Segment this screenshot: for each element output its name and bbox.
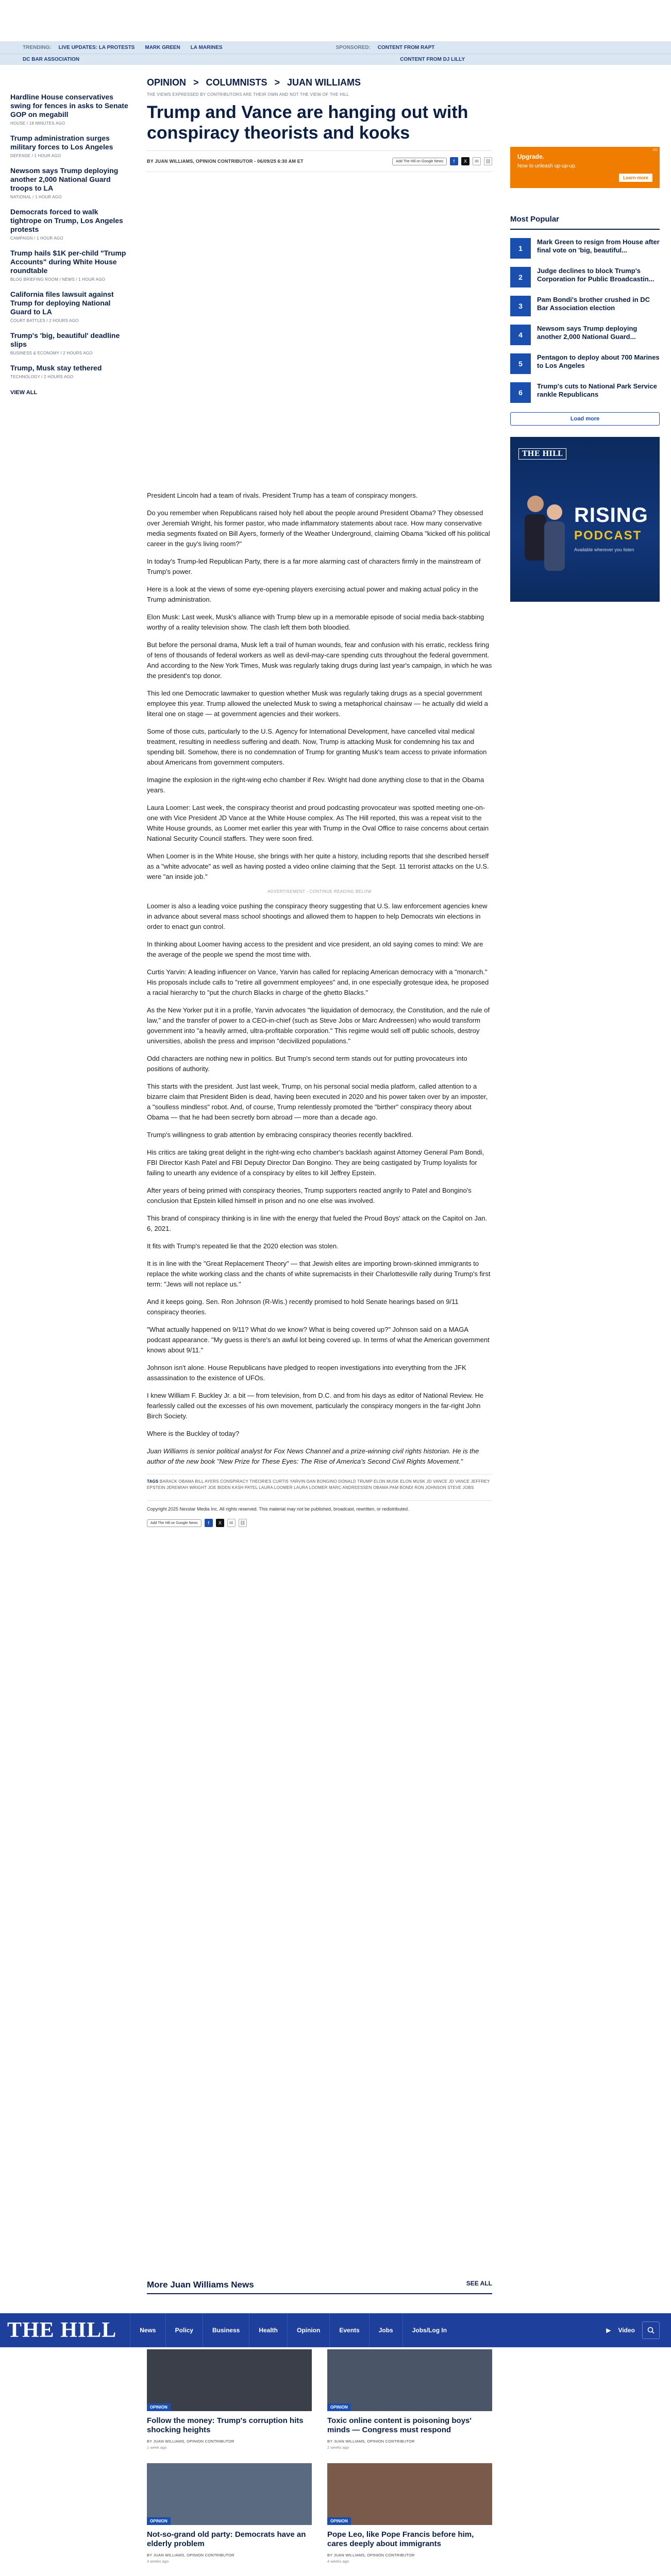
nav-right: [606, 2321, 660, 2339]
card-image[interactable]: [327, 2349, 492, 2411]
latest-story-title[interactable]: California files lawsuit against Trump for deploying National Guard to LA: [10, 290, 114, 316]
latest-story-meta: DEFENSE / 1 HOUR AGO: [10, 154, 61, 158]
breadcrumb-separator: >: [274, 77, 280, 88]
the-hill-logo: THE HILL: [518, 448, 566, 460]
card-time: 3 weeks ago: [147, 2559, 169, 2564]
paragraph: Elon Musk: Last week, Musk's alliance with Trump blew up in a memorable episode of social media back-stabbing worthy of a reality television show. The clash left them both bloodied.: [147, 613, 484, 631]
nav-item-business[interactable]: Business: [203, 2313, 249, 2347]
nav-item-policy[interactable]: Policy: [165, 2313, 203, 2347]
paragraph: Here is a look at the views of some eye-opening players exercising actual power and making actual policy in the Trump administration.: [147, 585, 479, 603]
nav-item-jobs[interactable]: Jobs: [369, 2313, 402, 2347]
most-popular-item[interactable]: [510, 267, 660, 287]
tags-list: [147, 1474, 492, 1491]
latest-story-meta: HOUSE / 18 MINUTES AGO: [10, 121, 65, 126]
paragraph: Laura Loomer: Last week, the conspiracy theorist and proud podcasting provocateur was spotted meeting one-on-one with Vice President JD Vance at the White House complex. As The Hill reported, this was a repeat visit to the White House grounds, as Loomer met earlier this year with Trump in the Oval Office to raise concerns about certain National Security Council staffers. They were soon fired.: [147, 804, 489, 842]
nav-item-events[interactable]: Events: [329, 2313, 368, 2347]
card-byline: BY JUAN WILLIAMS, OPINION CONTRIBUTOR: [147, 2439, 234, 2444]
latest-story[interactable]: [10, 364, 129, 379]
google-news-badge[interactable]: Add The Hill on Google News: [147, 1519, 202, 1527]
breadcrumb-columnists[interactable]: COLUMNISTS: [206, 77, 267, 88]
link-icon[interactable]: ⛓: [239, 1519, 247, 1527]
breadcrumb-separator: >: [193, 77, 199, 88]
paragraph: Imagine the explosion in the right-wing echo chamber if Rev. Wright had done anything close to that in the Obama years.: [147, 776, 484, 794]
paragraph: This starts with the president. Just last week, Trump, on his personal social media platform, called attention to a bizarre claim that President Biden is dead, having been executed in 2020 and his power taken over by an imposter, a "soulless mindless" robot. And, of course, Trump relentlessly promoted the "birther" conspiracy theory about Obama — that he had been secretly born abroad — more than a decade ago.: [147, 1082, 488, 1121]
card-tag: OPINION: [147, 2517, 171, 2525]
card-byline: BY JUAN WILLIAMS, OPINION CONTRIBUTOR: [327, 2553, 415, 2557]
more-from-section: [147, 2280, 492, 2290]
latest-story-meta: BUSINESS & ECONOMY / 2 HOURS AGO: [10, 351, 93, 355]
paragraph: His critics are taking great delight in the right-wing echo chamber's backlash against Attorney General Pam Bondi, FBI Director Kash Patel and FBI Deputy Director Dan Bongino. They are being castigated by Trump loyalists for failing to unearth any evidence of a conspiracy by elites to kill Jeffrey Epstein.: [147, 1148, 484, 1177]
most-popular-title-text[interactable]: Pam Bondi's brother crushed in DC Bar Association election: [537, 296, 650, 312]
email-icon[interactable]: ✉: [473, 157, 481, 165]
paragraph: Loomer is also a leading voice pushing the conspiracy theory suggesting that U.S. law enforcement agencies knew in advance about several mass school shootings and allowed them to happen to help Democrats win elections in order to enact gun control.: [147, 902, 488, 930]
copyright-notice: Copyright 2025 Nexstar Media Inc. All rights reserved. This material may not be published, broadcast, rewritten, or redistributed.: [147, 1500, 492, 1513]
paragraph: Odd characters are nothing new in politics. But Trump's second term stands out for putting provocateurs into positions of authority.: [147, 1055, 467, 1073]
rank-badge: 1: [510, 238, 531, 259]
nav-item-opinion[interactable]: Opinion: [287, 2313, 329, 2347]
latest-story-title[interactable]: Trump administration surges military forces to Los Angeles: [10, 134, 113, 151]
breadcrumb: [147, 77, 492, 88]
byline: BY JUAN WILLIAMS, OPINION CONTRIBUTOR - 06/09/25 6:30 AM ET: [147, 159, 304, 164]
card-image[interactable]: [147, 2349, 312, 2411]
card-title[interactable]: Follow the money: Trump's corruption hits shocking heights: [147, 2416, 304, 2434]
ad-subline: Now to unleash up-up-up.: [517, 163, 577, 169]
card-image[interactable]: [147, 2463, 312, 2525]
ad-headline: Upgrade.: [517, 153, 545, 160]
latest-story[interactable]: [10, 93, 129, 126]
opinion-disclaimer: THE VIEWS EXPRESSED BY CONTRIBUTORS ARE THEIR OWN AND NOT THE VIEW OF THE HILL: [147, 92, 349, 97]
latest-story-meta: CAMPAIGN / 1 HOUR AGO: [10, 236, 63, 241]
search-button[interactable]: [642, 2321, 660, 2339]
nav-item-health[interactable]: Health: [249, 2313, 287, 2347]
paragraph: After years of being primed with conspiracy theories, Trump supporters reacted angrily to Patel and Bongino's conclusion that Epstein killed himself in prison and no one else was involved.: [147, 1187, 472, 1205]
article-headline: Trump and Vance are hanging out with conspiracy theorists and kooks: [147, 103, 468, 143]
load-more-button[interactable]: Load more: [510, 412, 660, 426]
most-popular-title-text[interactable]: Trump's cuts to National Park Service rankle Republicans: [537, 382, 657, 398]
most-popular-title-text[interactable]: Mark Green to resign from House after final vote on 'big, beautiful...: [537, 238, 660, 254]
latest-story-meta: BLOG BRIEFING ROOM / NEWS / 1 HOUR AGO: [10, 277, 106, 282]
podcast-label: PODCAST: [574, 529, 642, 543]
email-icon[interactable]: ✉: [227, 1519, 236, 1527]
latest-story-title[interactable]: Trump's 'big, beautiful' deadline slips: [10, 331, 120, 348]
ad-button[interactable]: Learn more: [619, 174, 652, 182]
more-from-title: More Juan Williams News: [147, 2280, 254, 2290]
sidebar-ad[interactable]: [510, 147, 660, 188]
story-card[interactable]: [327, 2349, 492, 2450]
facebook-icon[interactable]: f: [450, 157, 458, 165]
trending-item[interactable]: LA MARINES: [190, 44, 223, 50]
card-tag: OPINION: [147, 2403, 171, 2411]
paragraph: Do you remember when Republicans raised holy hell about the people around President Obama? They obsessed over Jeremiah Wright, his former pastor, who made inflammatory statements about race. How many conservative media segments fixated on Bill Ayers, formerly of the Weather Underground, claiming Obama "kicked off his political career in the guy's living room?": [147, 509, 490, 548]
facebook-icon[interactable]: f: [205, 1519, 213, 1527]
hero-image-space: [147, 181, 492, 490]
paragraph: Johnson isn't alone. House Republicans have pledged to reopen investigations into everything from the JFK assassination to the existence of UFOs.: [147, 1364, 466, 1382]
card-title[interactable]: Toxic online content is poisoning boys' minds — Congress must respond: [327, 2416, 472, 2434]
card-title[interactable]: Pope Leo, like Pope Francis before him, cares deeply about immigrants: [327, 2530, 474, 2548]
story-card[interactable]: [147, 2349, 312, 2450]
latest-story-meta: COURT BATTLES / 2 HOURS AGO: [10, 318, 79, 323]
trending-label: TRENDING:: [23, 44, 52, 50]
card-byline: BY JUAN WILLIAMS, OPINION CONTRIBUTOR: [147, 2553, 234, 2557]
latest-story-title[interactable]: Hardline House conservatives swing for fences in asks to Senate GOP on megabill: [10, 93, 128, 118]
latest-story-title[interactable]: Trump hails $1K per-child "Trump Accounts" during White House roundtable: [10, 249, 126, 275]
most-popular-item[interactable]: [510, 238, 660, 259]
most-popular-item[interactable]: [510, 325, 660, 345]
podcast-promo[interactable]: [510, 437, 660, 602]
most-popular-item[interactable]: [510, 382, 660, 403]
tags-label: TAGS: [147, 1479, 159, 1484]
see-all-link[interactable]: SEE ALL: [466, 2280, 492, 2287]
right-rail: [510, 147, 660, 602]
share-bar-bottom: [147, 1519, 492, 1527]
paragraph: It is in line with the "Great Replacement Theory" — that Jewish elites are importing brown-skinned immigrants to replace the white working class and the chants of white supremacists in their Charlottesville rally during Trump's first term: "Jews will not replace us.": [147, 1260, 491, 1288]
card-image[interactable]: [327, 2463, 492, 2525]
sticky-nav: [0, 2313, 671, 2347]
nav-item-login[interactable]: Jobs/Log In: [402, 2313, 456, 2347]
paragraph: And it keeps going. Sen. Ron Johnson (R-Wis.) recently promised to hold Senate hearings based on 9/11 conspiracy theories.: [147, 1298, 459, 1316]
most-popular-title-text[interactable]: Pentagon to deploy about 700 Marines to Los Angeles: [537, 353, 660, 369]
paragraph: Where is the Buckley of today?: [147, 1430, 240, 1437]
paragraph: I knew William F. Buckley Jr. a bit — from television, from D.C. and from his days as editor of National Review. He fearlessly called out the excesses of his own movement, particularly the conspiracy mongers in the far-right John Birch Society.: [147, 1392, 484, 1420]
article: [147, 77, 492, 1527]
sponsored-label: SPONSORED:: [336, 44, 371, 50]
more-cards: [147, 2349, 492, 2564]
paragraph: This led one Democratic lawmaker to question whether Musk was regularly taking drugs as a special government employee this year. Trump allowed the unelected Musk to swing a metaphorical chainsaw — he actually did wield a literal one on stage — at government agencies and their workers.: [147, 689, 488, 718]
breadcrumb-author[interactable]: JUAN WILLIAMS: [287, 77, 361, 88]
card-byline: BY JUAN WILLIAMS, OPINION CONTRIBUTOR: [327, 2439, 415, 2444]
latest-news-rail: [10, 93, 129, 397]
latest-story[interactable]: [10, 208, 129, 241]
sponsored-item[interactable]: CONTENT FROM RAPT: [377, 44, 435, 50]
paragraph: It fits with Trump's repeated lie that the 2020 election was stolen.: [147, 1242, 339, 1250]
most-popular-title: Most Popular: [510, 215, 660, 230]
card-time: 4 weeks ago: [327, 2559, 349, 2564]
trending-bar: [0, 41, 671, 54]
paragraph: When Loomer is in the White House, she brings with her quite a history, including reports that she described herself as a "white advocate" as well as having posted a video online claiming that the Sept. 11 terrorist attacks on the U.S. were "an inside job.": [147, 852, 489, 880]
link-icon[interactable]: ⛓: [484, 157, 492, 165]
latest-story-title[interactable]: Trump, Musk stay tethered: [10, 364, 102, 372]
paragraph: This brand of conspiracy thinking is in line with the energy that fueled the Proud Boys' attack on the Capitol on Jan. 6, 2021.: [147, 1214, 488, 1232]
latest-story-meta: TECHNOLOGY / 2 HOURS AGO: [10, 375, 74, 379]
author-bio: Juan Williams is senior political analyst for Fox News Channel and a prize-winning civil rights historian. He is the author of the new book "New Prize for These Eyes: The Rise of America's Second Civil Rights Movement.": [147, 1447, 479, 1465]
hosts-illustration: [517, 483, 569, 586]
paragraph: As the New Yorker put it in a profile, Yarvin advocates "the liquidation of democracy, the Constitution, and the rule of law," and the transfer of power to a CEO-in-chief (such as Steve Jobs or Marc Andreessen) who would transform government into "a heavily armed, ultra-profitable corporation." This regime would sell off public schools, destroy universities, abolish the press and imprison "decivilized populations.": [147, 1006, 490, 1045]
most-popular-title-text[interactable]: Judge declines to block Trump's Corporation for Public Broadcastin...: [537, 267, 655, 283]
latest-story-title[interactable]: Democrats forced to walk tightrope on Trump, Los Angeles protests: [10, 208, 123, 233]
latest-story-title[interactable]: Newsom says Trump deploying another 2,000 National Guard troops to LA: [10, 166, 119, 192]
rank-badge: 5: [510, 353, 531, 374]
paragraph: Curtis Yarvin: A leading influencer on Vance, Yarvin has called for replacing American democracy with a "monarch." His proposals include calls to "retire all government employees" and, in one especially grotesque idea, he proposed a racial hierarchy to "put the church Blacks in charge of the ghetto Blacks.": [147, 968, 489, 996]
section-rule: [147, 2293, 492, 2294]
paragraph: In thinking about Loomer having access to the president and vice president, an old saying comes to mind: We are the average of the people we spend the most time with.: [147, 940, 483, 958]
card-tag: OPINION: [327, 2517, 351, 2525]
story-card[interactable]: [327, 2463, 492, 2564]
rank-badge: 4: [510, 325, 531, 345]
rank-badge: 6: [510, 382, 531, 403]
share-bar: [392, 157, 492, 165]
paragraph: "What actually happened on 9/11? What do we know? What is being covered up?" Johnson said on a MAGA podcast appearance. "My guess is there's an awful lot being covered up. In terms of what the American government knows about 9/11.": [147, 1326, 490, 1354]
sub-trending-bar: [0, 54, 671, 65]
x-icon[interactable]: X: [461, 157, 469, 165]
google-news-badge[interactable]: Add The Hill on Google News: [392, 158, 447, 165]
ad-label: ADVERTISEMENT - CONTINUE READING BELOW: [267, 889, 372, 894]
most-popular-title-text[interactable]: Newsom says Trump deploying another 2,000 National Guard...: [537, 325, 638, 341]
latest-story[interactable]: [10, 249, 129, 282]
card-title[interactable]: Not-so-grand old party: Democrats have an elderly problem: [147, 2530, 306, 2548]
latest-story[interactable]: [10, 331, 129, 355]
rank-badge: 3: [510, 296, 531, 316]
view-all-link[interactable]: VIEW ALL: [10, 389, 38, 396]
nav-item-video[interactable]: Video: [618, 2327, 635, 2334]
paragraph: Some of those cuts, particularly to the U.S. Agency for International Development, have cancelled vital medical treatment, resulting in needless suffering and death. Now, Trump is attacking Musk for condemning his tax and spending bill. Somehow, there is no condemnation of Trump for granting Musk's team access to private information about Americans from government computers.: [147, 727, 487, 766]
breadcrumb-opinion[interactable]: OPINION: [147, 77, 187, 88]
paragraph: But before the personal drama, Musk left a trail of human wounds, fear and confusion with his erratic, reckless firing of tens of thousands of federal workers as well as devil-may-care spending cuts throughout the federal government. And according to the New York Times, Musk was regularly taking drugs during last year's campaign, in which he was the president's top donor.: [147, 641, 492, 680]
latest-story[interactable]: [10, 134, 129, 158]
the-hill-logo[interactable]: THE HILL: [7, 2318, 117, 2342]
trending-item[interactable]: MARK GREEN: [145, 44, 180, 50]
podcast-subtitle: Available wherever you listen: [574, 547, 634, 552]
paragraph: Trump's willingness to grab attention by embracing conspiracy theories recently backfired.: [147, 1131, 413, 1139]
latest-story-meta: NATIONAL / 1 HOUR AGO: [10, 195, 62, 199]
paragraph: In today's Trump-led Republican Party, there is a far more alarming cast of characters firmly in the mainstream of Trump's power.: [147, 557, 481, 575]
most-popular-item[interactable]: [510, 296, 660, 316]
byline-bar: [147, 150, 492, 172]
trending-item[interactable]: LIVE UPDATES: LA PROTESTS: [58, 44, 135, 50]
ad-tag: AD: [652, 148, 658, 152]
nav-menu: [130, 2313, 456, 2347]
most-popular-item[interactable]: [510, 353, 660, 374]
search-icon: [647, 2327, 655, 2334]
nav-item-news[interactable]: News: [130, 2313, 165, 2347]
story-card[interactable]: [147, 2463, 312, 2564]
latest-story[interactable]: [10, 166, 129, 199]
play-icon: ▶: [606, 2327, 611, 2334]
sub-trending-left[interactable]: DC BAR ASSOCIATION: [23, 57, 79, 62]
article-body: [147, 490, 492, 1527]
card-time: 2 weeks ago: [327, 2445, 349, 2450]
paragraph: President Lincoln had a team of rivals. President Trump has a team of conspiracy mongers.: [147, 492, 418, 499]
sub-trending-right[interactable]: CONTENT FROM DJ LILLY: [400, 57, 465, 62]
tags-values[interactable]: BARACK OBAMA BILL AYERS CONSPIRACY THEORIES CURTIS YARVIN DAN BONGINO DONALD TRUMP ELON MUSK ELON MUSK JD VANCE JD VANCE JEFFREY EPSTEIN JEREMIAH WRIGHT JOE BIDEN KASH PATEL LAURA LOOMER LAURA LOOMER MARC ANDREESSEN OBAMA PAM BONDI RON JOHNSON STEVE JOBS: [147, 1479, 490, 1490]
card-tag: OPINION: [327, 2403, 351, 2411]
latest-story[interactable]: [10, 290, 129, 323]
rank-badge: 2: [510, 267, 531, 287]
podcast-rising: RISING: [574, 504, 648, 527]
x-icon[interactable]: X: [216, 1519, 224, 1527]
card-time: 1 week ago: [147, 2445, 167, 2450]
